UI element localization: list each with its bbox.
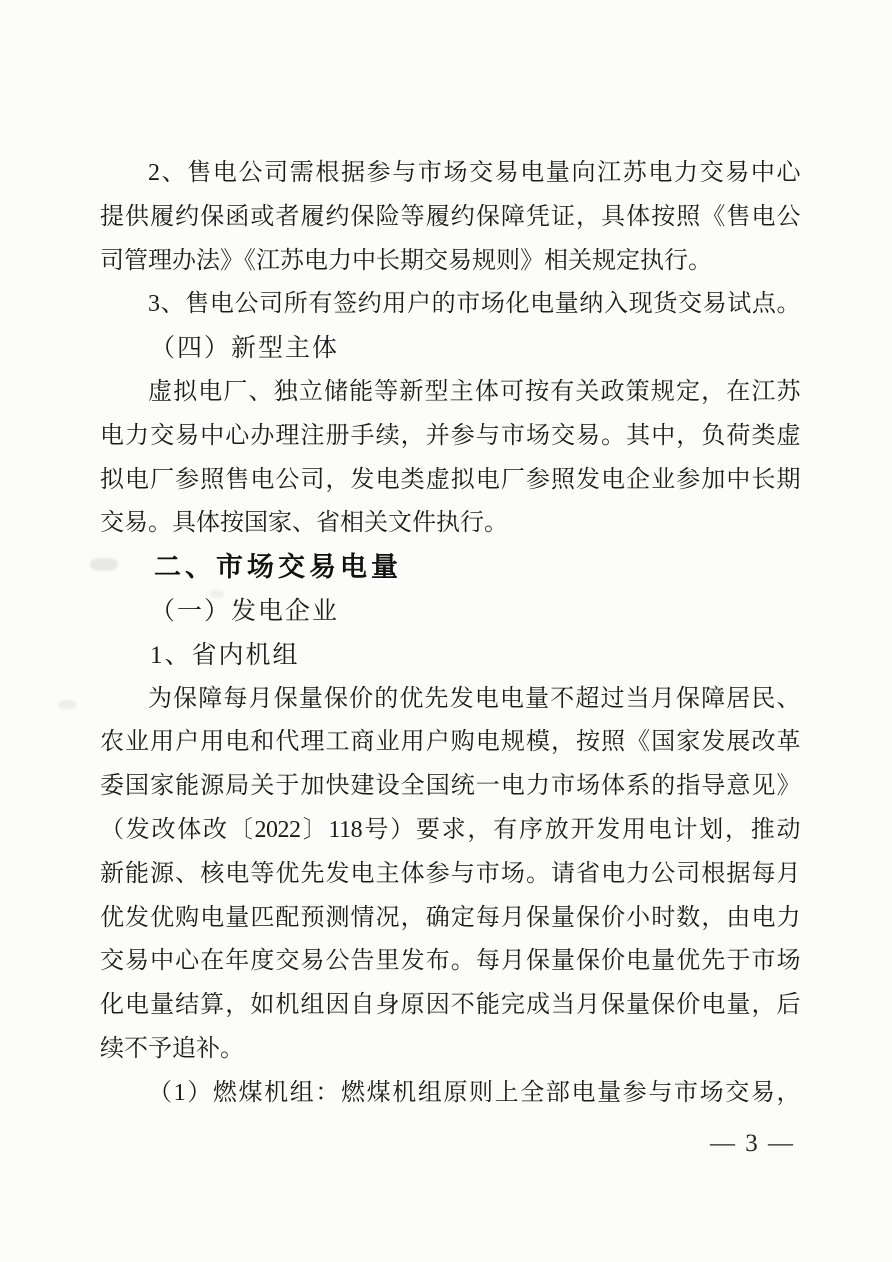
text-line: 拟电厂参照售电公司，发电类虚拟电厂参照发电企业参加中长期 bbox=[100, 466, 800, 493]
text-line: 委国家能源局关于加快建设全国统一电力市场体系的指导意见》 bbox=[100, 773, 800, 800]
text-line: 化电量结算，如机组因自身原因不能完成当月保量保价电量，后 bbox=[100, 992, 800, 1019]
text-line: 新能源、核电等优先发电主体参与市场。请省电力公司根据每月 bbox=[100, 860, 800, 887]
text-line: 农业用户用电和代理工商业用户购电规模，按照《国家发展改革 bbox=[100, 729, 800, 756]
text-line: （发改体改〔2022〕118号）要求，有序放开发用电计划，推动 bbox=[100, 816, 800, 843]
text-line: 交易中心在年度交易公告里发布。每月保量保价电量优先于市场 bbox=[100, 948, 800, 975]
subsection-heading-generation-enterprises: （一）发电企业 bbox=[150, 597, 340, 625]
text-line: 2、售电公司需根据参与市场交易电量向江苏电力交易中心 bbox=[148, 160, 800, 186]
text-line: 电力交易中心办理注册手续，并参与市场交易。其中，负荷类虚 bbox=[100, 422, 800, 449]
page-number: — 3 — bbox=[710, 1130, 795, 1157]
text-line: （1）燃煤机组：燃煤机组原则上全部电量参与市场交易， bbox=[148, 1079, 800, 1106]
text-line: 提供履约保函或者履约保险等履约保障凭证，具体按照《售电公 bbox=[100, 203, 800, 230]
text-line: 交易。具体按国家、省相关文件执行。 bbox=[100, 510, 508, 537]
text-line: 优发优购电量匹配预测情况，确定每月保量保价小时数，由电力 bbox=[100, 904, 800, 931]
text-line: 虚拟电厂、独立储能等新型主体可按有关政策规定，在江苏 bbox=[148, 378, 800, 405]
text-line: 续不予追补。 bbox=[100, 1035, 244, 1062]
text-line: 为保障每月保量保价的优先发电电量不超过当月保障居民、 bbox=[148, 685, 800, 712]
document-body bbox=[100, 152, 800, 1116]
scan-artifact bbox=[58, 700, 76, 709]
text-line: 3、售电公司所有签约用户的市场化电量纳入现货交易试点。 bbox=[148, 291, 800, 318]
subsection-heading-new-entities: （四）新型主体 bbox=[150, 335, 340, 363]
item-heading-in-province-units: 1、省内机组 bbox=[150, 641, 300, 669]
text-line: 司管理办法》《江苏电力中长期交易规则》相关规定执行。 bbox=[100, 247, 712, 274]
section-heading-market-trading-volume: 二、市场交易电量 bbox=[154, 552, 402, 583]
